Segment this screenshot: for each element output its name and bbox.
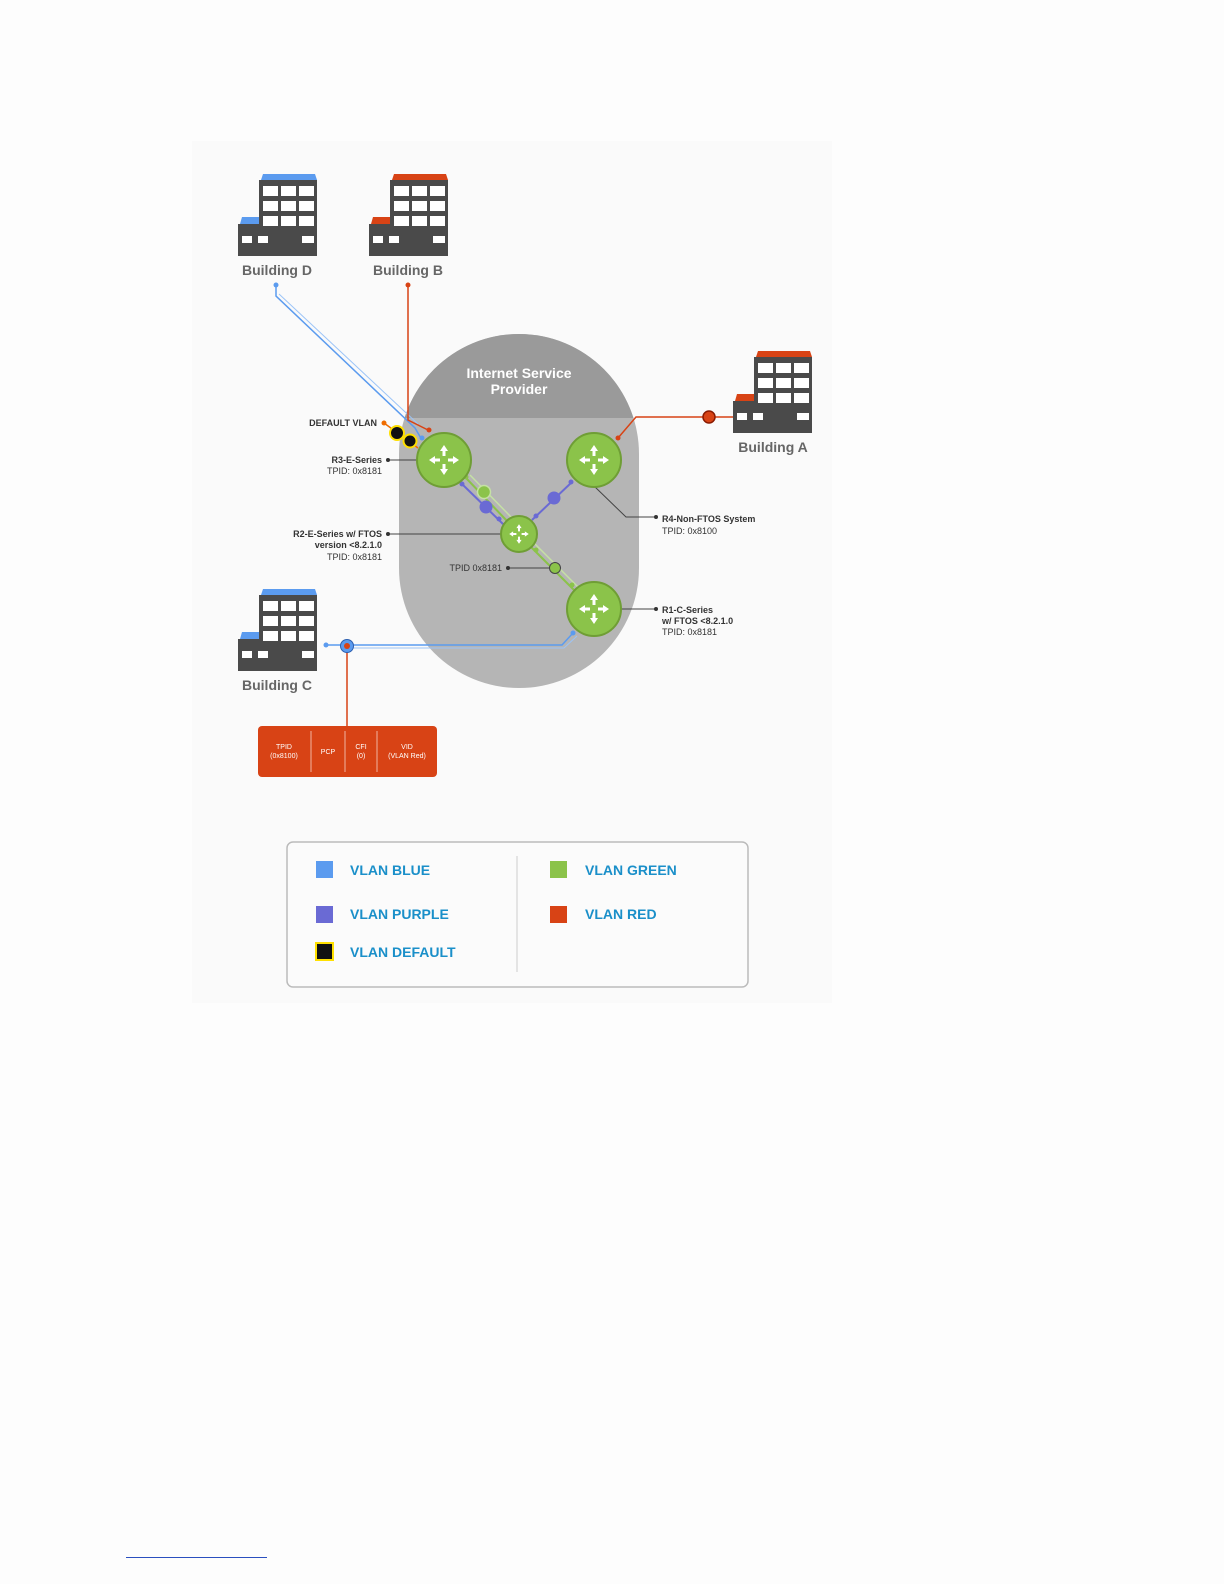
r4-tpid-label: TPID: 0x8100	[662, 526, 718, 536]
frame-tpid-value: (0x8100)	[270, 753, 298, 760]
router-r4	[567, 433, 621, 487]
legend-label-purple: VLAN PURPLE	[350, 906, 449, 922]
r1-version-label: w/ FTOS <8.2.1.0	[662, 616, 734, 626]
building-a-label: Building A	[738, 439, 808, 455]
r3-tpid-label: TPID: 0x8181	[326, 466, 382, 476]
frame-vid: VID	[401, 744, 413, 751]
building-b-label: Building B	[373, 262, 443, 278]
r2-tpid-label: TPID: 0x8181	[326, 552, 382, 562]
default-vlan-tag-1	[390, 426, 404, 440]
frame-tpid: TPID	[276, 744, 292, 751]
building-c-label: Building C	[242, 677, 312, 693]
isp-title-line1: Internet Service	[466, 365, 572, 381]
r1-name-label: R1-C-Series	[662, 605, 714, 615]
legend-item-red	[550, 906, 657, 923]
building-roof	[261, 174, 317, 180]
green-tag-r1	[550, 563, 561, 574]
r3-name-label: R3-E-Series	[331, 455, 382, 465]
red-tag-building-a	[703, 411, 715, 423]
purple-tag-r3	[480, 501, 493, 514]
r4-name-label: R4-Non-FTOS System	[662, 514, 756, 524]
r1-tpid-label: TPID: 0x8181	[662, 627, 718, 637]
router-r1	[567, 582, 621, 636]
frame-vid-value: (VLAN Red)	[388, 753, 426, 760]
default-vlan-tag-2	[404, 435, 417, 448]
isp-title-line2: Provider	[490, 381, 548, 397]
legend-label-red: VLAN RED	[585, 906, 657, 922]
router-r2	[501, 516, 537, 552]
r2-version-label: version <8.2.1.0	[314, 540, 382, 550]
default-vlan-label: DEFAULT VLAN	[309, 418, 377, 428]
frame-cfi-value: (0)	[356, 753, 366, 760]
r2-name-label: R2-E-Series w/ FTOS	[293, 529, 382, 539]
frame-cfi: CFI	[355, 744, 367, 751]
legend-label-green: VLAN GREEN	[585, 862, 677, 878]
green-tag-r3	[478, 486, 491, 499]
footer-rule	[126, 1557, 267, 1558]
legend-label-blue: VLAN BLUE	[350, 862, 431, 878]
legend	[287, 842, 748, 987]
building-d-label: Building D	[242, 262, 312, 278]
purple-tag-r4	[548, 492, 561, 505]
legend-label-default: VLAN DEFAULT	[350, 944, 456, 960]
vlan-tag-frame	[258, 726, 437, 777]
frame-pcp: PCP	[320, 749, 336, 756]
router-r3	[417, 433, 471, 487]
link-tpid-label: TPID 0x8181	[449, 563, 502, 573]
